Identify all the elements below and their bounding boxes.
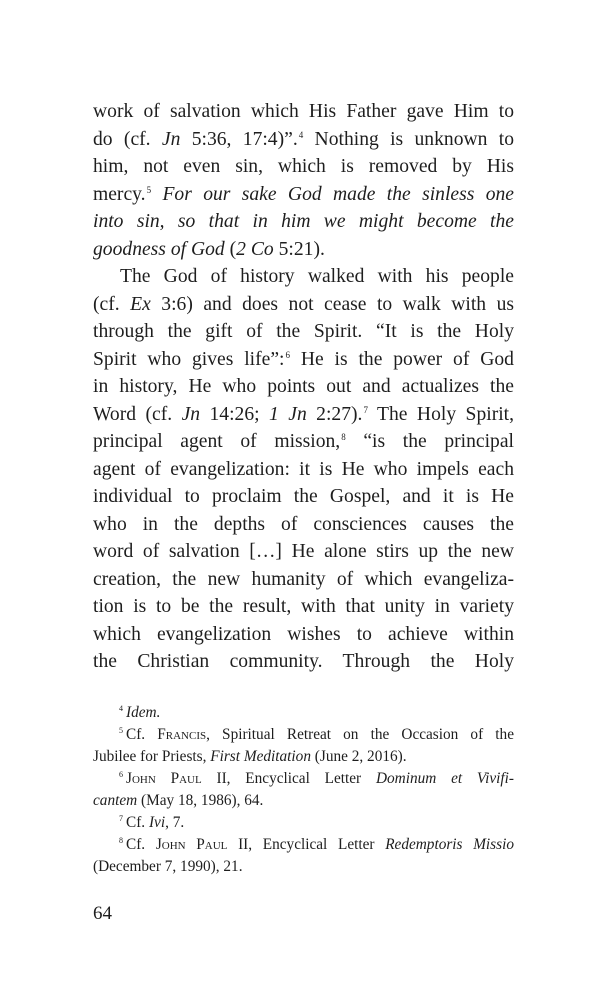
text-run: 3:6) and does not cease to walk with us — [150, 293, 515, 315]
text-line — [93, 346, 514, 374]
italic-text: goodness of God — [93, 238, 225, 260]
paragraph-1 — [93, 98, 514, 263]
text-run: work of salvation which His Father gave Him to — [93, 101, 514, 122]
footnote-number: 8 — [119, 836, 123, 845]
text-run: Nothing is unknown to — [303, 128, 514, 150]
text-run: 5:36, 17:4)”. — [180, 128, 298, 150]
paragraph-2 — [93, 263, 514, 676]
footnotes-section — [93, 702, 514, 878]
footnote-reference: 5 — [146, 184, 152, 195]
footnote-number: 6 — [119, 770, 123, 779]
text-run: (June 2, 2016). — [310, 748, 407, 765]
main-text — [93, 98, 514, 676]
text-run: (May 18, 1986), 64. — [137, 792, 264, 809]
italic-text: cantem — [93, 792, 138, 809]
text-run: He is the power of God — [289, 348, 514, 370]
text-line — [93, 456, 514, 484]
text-run: Word (cf. — [93, 403, 182, 425]
text-line — [93, 621, 514, 649]
italic-text: Ex — [130, 293, 151, 315]
text-run: creation, the new humanity of which evangeliza- — [93, 568, 514, 590]
text-run: who in the depths of consciences causes the — [93, 513, 514, 535]
footnote-5 — [93, 724, 514, 768]
text-run: word of salvation […] He alone stirs up the new — [93, 541, 514, 562]
text-run: him, not even sin, which is removed by His — [93, 156, 514, 177]
text-run: Spirit who gives life”: — [93, 348, 285, 370]
footnote-number: 5 — [119, 726, 123, 735]
italic-text: Dominum et Vivifi- — [375, 770, 515, 787]
text-line — [93, 373, 514, 401]
text-run: The Holy Spirit, — [367, 403, 515, 425]
text-run: mercy. — [93, 183, 146, 205]
footnote-4 — [93, 702, 514, 724]
text-line — [93, 702, 514, 724]
text-line — [93, 291, 514, 319]
text-line — [93, 236, 514, 264]
italic-text: Redemptoris Missio — [385, 836, 514, 853]
text-line — [93, 483, 514, 511]
italic-text: Idem. — [126, 704, 161, 721]
text-line — [93, 768, 514, 790]
footnote-reference: 4 — [298, 129, 304, 140]
italic-text: 1 Jn — [269, 403, 307, 425]
text-line — [93, 263, 514, 291]
text-line — [93, 812, 514, 834]
text-line — [93, 648, 514, 676]
footnote-reference: 6 — [285, 349, 290, 360]
footnote-7 — [93, 812, 514, 834]
text-run: “is the principal — [345, 431, 514, 452]
text-run: 14:26; — [200, 403, 270, 425]
footnote-reference: 7 — [363, 404, 368, 415]
text-run: (December 7, 1990), 21. — [93, 858, 243, 875]
text-line — [93, 538, 514, 566]
footnote-6 — [93, 768, 514, 812]
italic-text: into sin, so that in him we might become the — [93, 211, 514, 232]
text-line — [93, 428, 514, 456]
text-run: , 7. — [165, 814, 185, 831]
text-line — [93, 318, 514, 346]
footnote-8 — [93, 834, 514, 878]
text-run: individual to proclaim the Gospel, and it is He — [93, 486, 514, 507]
text-run: Cf. — [126, 814, 149, 831]
italic-text: 2 Co — [236, 238, 274, 260]
italic-text: Jn — [161, 128, 181, 150]
text-line — [93, 153, 514, 181]
text-line — [93, 98, 514, 126]
text-run: principal agent of mission, — [93, 431, 341, 452]
text-line — [93, 724, 514, 746]
italic-text: For our sake God made the sinless one — [151, 183, 514, 205]
text-line — [93, 208, 514, 236]
text-run: Cf. — [126, 836, 156, 853]
footnote-reference: 8 — [341, 432, 346, 442]
author-name: John Paul — [155, 836, 228, 853]
text-line — [93, 593, 514, 621]
author-name: Francis — [157, 726, 207, 743]
text-line — [93, 511, 514, 539]
text-run: agent of evangelization: it is He who impels each — [93, 458, 514, 480]
text-run: The God of history walked with his people — [120, 266, 514, 287]
text-run: do (cf. — [93, 128, 162, 150]
footnote-number: 4 — [119, 704, 123, 713]
text-run: through the gift of the Spirit. “It is the Holy — [93, 321, 514, 342]
text-line — [93, 834, 514, 856]
text-line — [93, 566, 514, 594]
text-run: 2:27). — [306, 403, 363, 425]
author-name: John Paul — [126, 770, 202, 787]
text-line — [93, 401, 514, 429]
italic-text: Ivi — [148, 814, 166, 831]
text-line — [93, 746, 514, 768]
text-run: II, Encyclical Letter — [201, 770, 376, 787]
footnote-number: 7 — [119, 814, 123, 823]
italic-text: First Meditation — [210, 748, 311, 765]
text-line — [93, 181, 514, 209]
text-run: in history, He who points out and actualizes the — [93, 376, 514, 397]
text-line — [93, 126, 514, 154]
text-run: Jubilee for Priests, — [93, 748, 211, 765]
italic-text: Jn — [181, 403, 201, 425]
text-run: 5:21). — [273, 238, 325, 260]
text-run: the Christian community. Through the Holy — [93, 651, 514, 672]
text-run: , Spiritual Retreat on the Occasion of the — [206, 726, 514, 743]
text-run: II, Encyclical Letter — [227, 836, 386, 853]
text-line — [93, 856, 514, 878]
text-run: (cf. — [93, 293, 131, 315]
text-line — [93, 790, 514, 812]
text-run: ( — [224, 238, 237, 260]
book-page-body — [93, 98, 514, 676]
text-run: tion is to be the result, with that unity in variety — [93, 596, 514, 617]
text-run: Cf. — [126, 726, 158, 743]
text-run: which evangelization wishes to achieve within — [93, 623, 514, 645]
page-number: 64 — [93, 903, 112, 924]
